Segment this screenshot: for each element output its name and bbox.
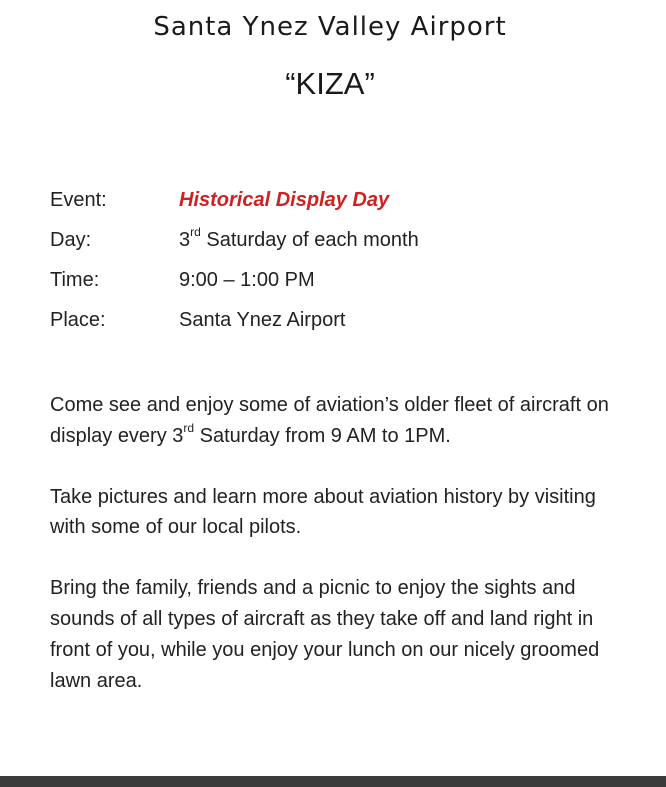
- description: [50, 390, 620, 726]
- day-number: 3: [179, 228, 191, 251]
- place-label: Place:: [50, 308, 106, 331]
- airport-code-heading: “KIZA”: [285, 66, 375, 101]
- paragraph-ordinal-suffix: rd: [183, 421, 195, 436]
- event-value: Historical Display Day: [179, 188, 390, 211]
- place-value: Santa Ynez Airport: [179, 308, 346, 331]
- time-row: [50, 260, 610, 300]
- place-row: [50, 300, 610, 340]
- event-details: [50, 180, 610, 340]
- paragraph-display-end: Saturday from 9 AM to 1PM.: [194, 424, 451, 447]
- paragraph-family: Bring the family, friends and a picnic to enjoy the sights and sounds of all types of aircraft as they take off and land right in front of you, while you enjoy your lunch on our nicely groomed lawn area.: [50, 577, 600, 692]
- day-rest: Saturday of each month: [200, 228, 419, 251]
- airport-name-heading: Santa Ynez Valley Airport: [153, 12, 507, 42]
- event-row: [50, 180, 610, 220]
- day-value: [179, 224, 610, 252]
- day-label: Day:: [50, 228, 92, 251]
- paragraph-display-start: Come see and enjoy some of aviation’s older fleet of aircraft on display every 3: [50, 394, 609, 447]
- time-value: 9:00 – 1:00 PM: [179, 268, 315, 291]
- time-label: Time:: [50, 268, 100, 291]
- day-row: [50, 220, 610, 260]
- day-ordinal-suffix: rd: [190, 224, 201, 239]
- paragraph-display-info: [50, 390, 620, 452]
- paragraph-pictures: Take pictures and learn more about aviation history by visiting with some of our local pilots.: [50, 485, 596, 539]
- footer-bar: [0, 776, 666, 787]
- event-label: Event:: [50, 188, 107, 211]
